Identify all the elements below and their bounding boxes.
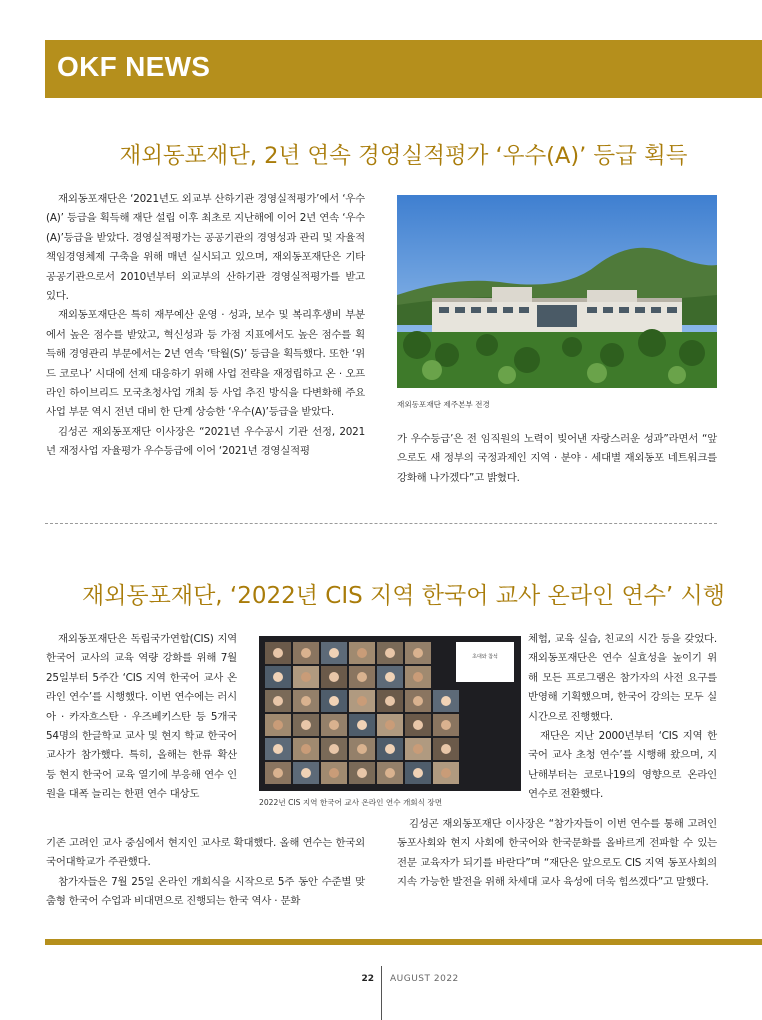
participant-face [301,696,311,706]
section-title: OKF NEWS [57,51,211,82]
article2-paragraph: 김성곤 재외동포재단 이사장은 “참가자들이 이번 연수를 통해 고려인 동포사회와 현지 사회에 한국어와 한국문화를 올바르게 전파할 수 있는 전문 교육자가 되기를 바란다”며 “재단은 앞으로도 CIS 지역 동포사회의 지속 가능한 발전을 위해 차세대 교사 육성에 더욱 힘쓰겠다”고 말했다. [397,818,717,889]
page-number: 22 [361,974,374,984]
participant-face [385,648,395,658]
article2-paragraph: 참가자들은 7월 25일 온라인 개회식을 시작으로 5주 동안 수준별 맞춤형 한국어 수업과 비대면으로 진행되는 한국 역사 · 문화 [46,875,365,908]
article2-paragraph: 기존 고려인 교사 중심에서 현지인 교사로 확대했다. 올해 연수는 한국외국어대학교가 주관했다. [46,837,365,869]
issue-date: AUGUST 2022 [390,974,459,984]
article1-paragraph: 김성곤 재외동포재단 이사장은 “2021년 우수공시 기관 선정, 2021년 재정사업 자율평가 우수등급에 이어 ‘2021년 경영실적평 [46,425,365,458]
section-banner [45,40,762,98]
participant-face [357,720,367,730]
participant-face [413,720,423,730]
participant-face [329,672,339,682]
article2-paragraph: 체험, 교육 실습, 친교의 시간 등을 갖었다. 재외동포재단은 연수 실효성을 높이기 위해 모든 프로그램은 참가자의 사전 요구를 반영해 기획했으며, 한국어 강의는 모두 실시간으로 진행했다. [528,633,717,723]
article2-paragraph: 재단은 지난 2000년부터 ‘CIS 지역 한국어 교사 초청 연수’를 시행해 왔으며, 지난해부터는 코로나19의 영향으로 온라인 연수로 전환했다. [528,730,717,801]
participant-face [329,648,339,658]
article2-right-column [528,630,717,805]
participant-face [357,648,367,658]
participant-face [413,648,423,658]
participant-face [273,696,283,706]
participant-face [385,768,395,778]
article2-headline: 재외동포재단, ‘2022년 CIS 지역 한국어 교사 온라인 연수’ 시행 [82,583,725,609]
article2-photo-caption: 2022년 CIS 지역 한국어 교사 온라인 연수 개회식 장면 [259,798,443,807]
article1-continuation [397,430,717,488]
video-conference-grid-image [259,636,521,791]
footer-divider [381,966,382,1020]
participant-face [301,720,311,730]
participant-face [441,696,451,706]
article2-left-lower [46,834,365,912]
participant-face [273,648,283,658]
participant-face [273,672,283,682]
online-opening-ceremony-photo [259,636,521,791]
participant-face [441,720,451,730]
article1-paragraph: 재외동포재단은 ‘2021년도 외교부 산하기관 경영실적평가’에서 ‘우수(A)’ 등급을 획득해 재단 설립 이후 최초로 지난해에 이어 2년 연속 ‘우수(A)’등급을 받았다. 경영실적평가는 공공기관의 경영성과 관리 및 자율적 책임경영체제 구축을 위해 매년 실시되고 있으며, 재외동포재단은 기타 공공기관으로서 2010년부터 외교부의 산하기관 경영실적평가를 받고 있다. [46,193,365,303]
building-photo-image [397,195,717,388]
participant-face [441,744,451,754]
participant-face [329,696,339,706]
participant-face [301,672,311,682]
article1-body [46,190,365,462]
participant-face [385,696,395,706]
participant-face [273,744,283,754]
participant-face [385,672,395,682]
article1-paragraph: 재외동포재단은 특히 재무예산 운영 · 성과, 보수 및 복리후생비 부분에서 높은 점수를 받았고, 혁신성과 등 가점 지표에서도 높은 점수를 획득해 경영관리 부문에서는 2년 연속 ‘탁월(S)’ 등급을 획득했다. 또한 ‘위드 코로나’ 시대에 선제 대응하기 위해 사업 전략을 재정립하고 온 · 오프라인 하이브리드 모국초청사업 개최 등 사업 추진 방식을 다변화해 주요 사업 부문 역시 전년 대비 한 단계 상승한 ‘우수(A)’등급을 받았다. [46,309,365,419]
participant-face [273,768,283,778]
screen-slide-text: 초대와 참석 [472,654,498,660]
article2-paragraph: 재외동포재단은 독립국가연합(CIS) 지역 한국어 교사의 교육 역량 강화를 위해 7월 25일부터 5주간 ‘CIS 지역 한국어 교사 온라인 연수’를 시행했다. 이번 연수에는 러시아 · 카자흐스탄 · 우즈베키스탄 등 5개국 54명의 한글학교 교사 및 현지 학교 한국어 교사가 참가했다. 특히, 올해는 한류 확산 등 현지 한국어 교육 열기에 부응해 연수 인원을 대폭 늘리는 한편 연수 대상도 [46,633,237,801]
participant-face [385,720,395,730]
article-divider [45,523,717,524]
article1-paragraph: 가 우수등급’은 전 임직원의 노력이 빚어낸 자랑스러운 성과”라면서 “앞으로도 새 정부의 국정과제인 지역 · 분야 · 세대별 재외동포 네트워크를 강화해 나가겠다”고 밝혔다. [397,433,717,484]
article2-right-lower [397,815,717,893]
participant-face [301,648,311,658]
participant-face [357,768,367,778]
participant-face [413,744,423,754]
participant-face [301,744,311,754]
article1-headline: 재외동포재단, 2년 연속 경영실적평가 ‘우수(A)’ 등급 획득 [119,143,688,169]
participant-face [329,744,339,754]
participant-face [441,768,451,778]
participant-face [413,768,423,778]
participant-face [357,744,367,754]
participant-face [413,672,423,682]
participant-face [385,744,395,754]
article1-photo-caption: 재외동포재단 제주본부 전경 [397,400,490,409]
article2-left-column [46,630,237,805]
participant-face [357,696,367,706]
participant-face [357,672,367,682]
participant-face [413,696,423,706]
jeju-headquarters-photo [397,195,717,388]
footer-rule [45,939,762,945]
participant-face [329,720,339,730]
participant-face [301,768,311,778]
participant-face [273,720,283,730]
participant-face [329,768,339,778]
